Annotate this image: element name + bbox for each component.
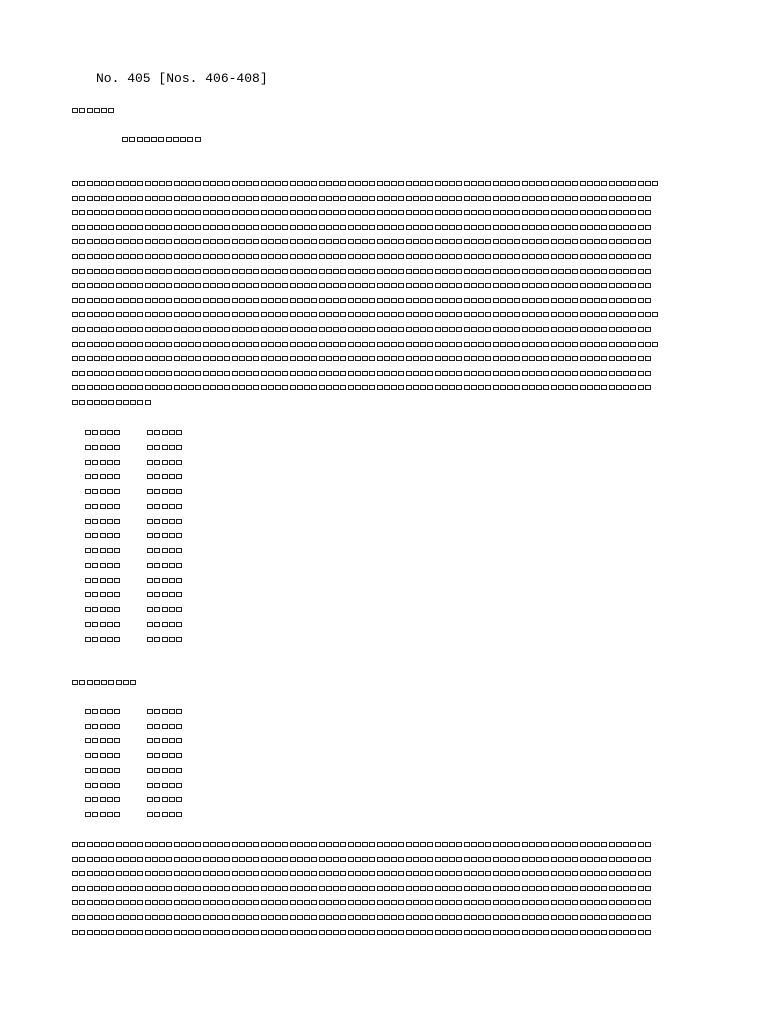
list-item-term [85, 563, 121, 571]
paragraph-line [72, 312, 659, 320]
list-item-term [85, 445, 121, 453]
paragraph-line [72, 210, 652, 218]
list-item-term [85, 504, 121, 512]
list-item-term [85, 607, 121, 615]
list-item-term [85, 783, 121, 791]
list-item-term [85, 768, 121, 776]
paragraph-line [72, 225, 652, 233]
list-item-term [85, 460, 121, 468]
list-item-term [85, 753, 121, 761]
paragraph-line [72, 842, 652, 850]
paragraph-line [72, 196, 652, 204]
paragraph-line [72, 181, 659, 189]
list-item-value [147, 533, 183, 541]
list-item-value [147, 709, 183, 717]
list-item-value [147, 724, 183, 732]
list-item-term [85, 592, 121, 600]
section-label [72, 680, 137, 688]
list-item-term [85, 533, 121, 541]
list-item-term [85, 474, 121, 482]
list-item-term [85, 622, 121, 630]
list-item-value [147, 812, 183, 820]
paragraph-line [72, 915, 652, 923]
paragraph-line [72, 930, 652, 938]
paragraph-line [72, 283, 652, 291]
document-label [72, 108, 116, 116]
paragraph-line [72, 886, 652, 894]
list-item-value [147, 519, 183, 527]
list-item-term [85, 519, 121, 527]
list-item-value [147, 578, 183, 586]
paragraph-line [72, 356, 652, 364]
paragraph-line [72, 239, 652, 247]
paragraph-line [72, 327, 652, 335]
paragraph-line [72, 254, 652, 262]
paragraph-line [72, 269, 652, 277]
list-item-value [147, 430, 183, 438]
list-item-value [147, 783, 183, 791]
paragraph-line [72, 371, 652, 379]
document-heading: No. 405 [Nos. 406-408] [96, 71, 268, 86]
list-item-value [147, 504, 183, 512]
paragraph-line [72, 342, 659, 350]
paragraph-line [72, 871, 652, 879]
list-item-value [147, 637, 183, 645]
list-item-value [147, 797, 183, 805]
list-item-value [147, 738, 183, 746]
list-item-value [147, 445, 183, 453]
list-item-term [85, 724, 121, 732]
paragraph-line [72, 385, 652, 393]
list-item-term [85, 812, 121, 820]
paragraph-line [72, 400, 152, 408]
list-item-value [147, 753, 183, 761]
list-item-value [147, 563, 183, 571]
paragraph-line [72, 857, 652, 865]
paragraph-line [72, 298, 652, 306]
list-item-term [85, 430, 121, 438]
list-item-value [147, 489, 183, 497]
list-item-term [85, 709, 121, 717]
document-subtitle [122, 137, 202, 145]
list-item-term [85, 489, 121, 497]
list-item-value [147, 592, 183, 600]
list-item-value [147, 548, 183, 556]
list-item-term [85, 578, 121, 586]
list-item-term [85, 637, 121, 645]
list-item-term [85, 738, 121, 746]
list-item-value [147, 622, 183, 630]
list-item-value [147, 474, 183, 482]
list-item-value [147, 607, 183, 615]
list-item-value [147, 460, 183, 468]
list-item-value [147, 768, 183, 776]
list-item-term [85, 548, 121, 556]
paragraph-line [72, 900, 652, 908]
list-item-term [85, 797, 121, 805]
